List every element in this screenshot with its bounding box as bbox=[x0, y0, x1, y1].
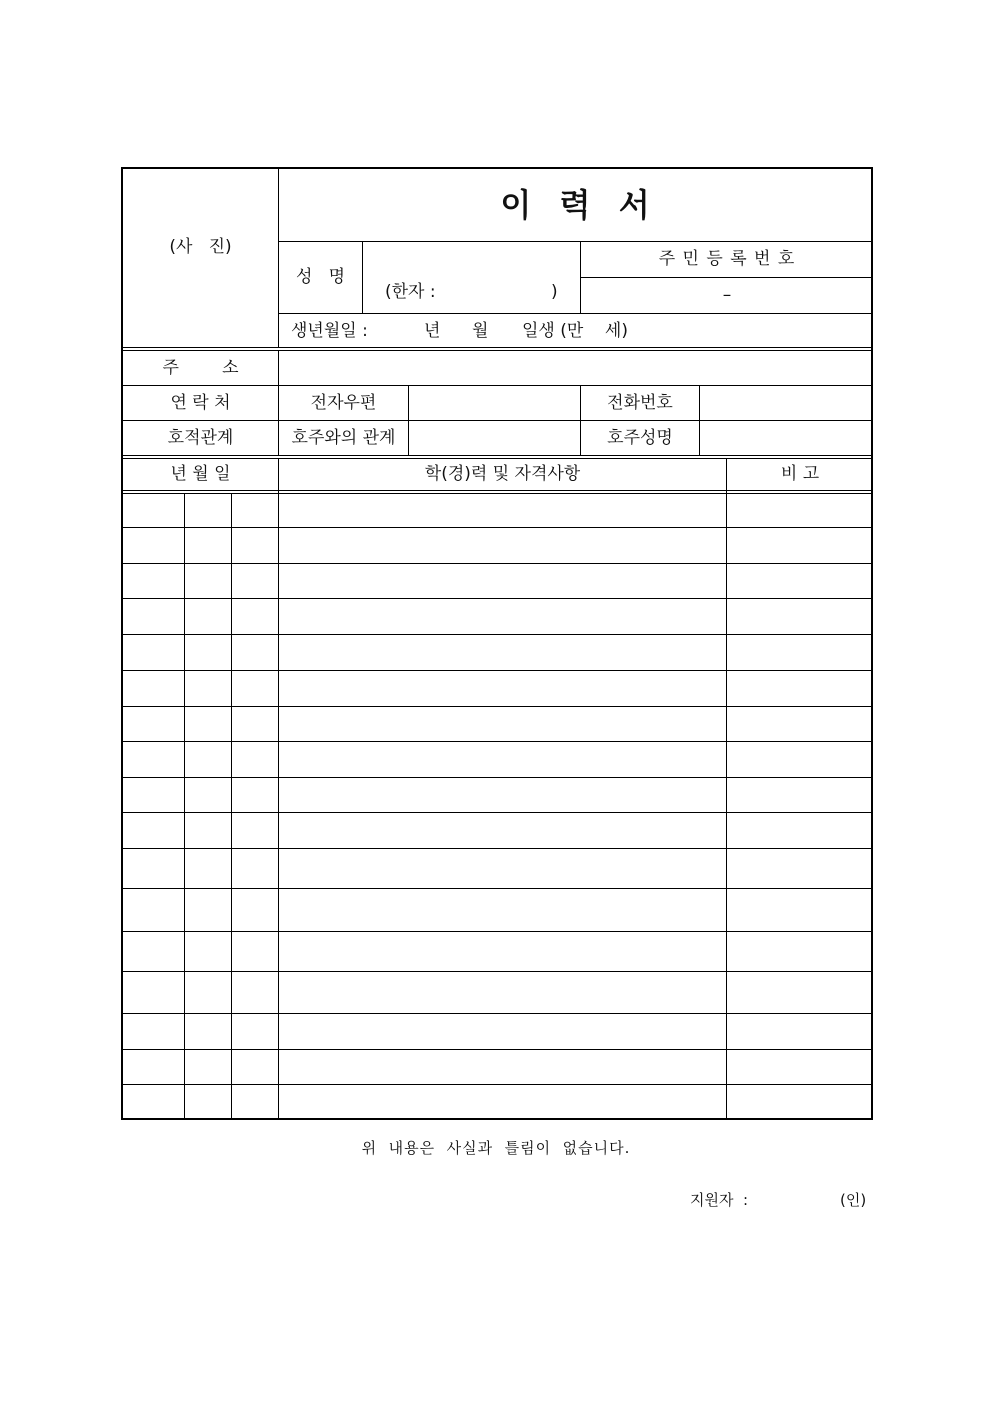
relation-field[interactable] bbox=[409, 421, 580, 455]
contact-label: 연 락 처 bbox=[170, 392, 231, 413]
month-day-divider bbox=[231, 493, 232, 1118]
birth-year: 년 bbox=[424, 320, 441, 341]
resume-form bbox=[121, 167, 873, 1120]
table-row bbox=[123, 598, 873, 599]
table-row bbox=[123, 777, 873, 778]
rrn-label: 주 민 등 록 번 호 bbox=[658, 249, 796, 269]
page-title: 이 력 서 bbox=[500, 186, 652, 224]
history-header-line2 bbox=[123, 493, 873, 494]
email-field[interactable] bbox=[409, 386, 580, 420]
table-row bbox=[123, 1049, 873, 1050]
address-label: 주 소 bbox=[162, 357, 239, 378]
history-date-header: 년 월 일 bbox=[170, 464, 231, 484]
history-content-header: 학(경)력 및 자격사항 bbox=[424, 464, 581, 484]
name-field[interactable] bbox=[363, 242, 580, 313]
history-note-header: 비 고 bbox=[780, 464, 820, 484]
table-row bbox=[123, 706, 873, 707]
year-month-divider bbox=[184, 493, 185, 1118]
email-label: 전자우편 bbox=[310, 392, 377, 413]
photo-box[interactable]: (사 진) bbox=[169, 236, 232, 257]
address-field[interactable] bbox=[279, 351, 873, 385]
applicant-label: 지원자 : bbox=[690, 1191, 749, 1209]
name-label: 성 명 bbox=[295, 267, 346, 287]
table-row bbox=[123, 1013, 873, 1014]
history-header-line1 bbox=[123, 490, 873, 491]
phone-label: 전화번호 bbox=[607, 392, 673, 413]
head-name-label: 호주성명 bbox=[607, 427, 673, 448]
birth-label: 생년월일 : bbox=[291, 320, 368, 341]
table-row bbox=[123, 931, 873, 932]
note-column-divider bbox=[726, 458, 727, 1118]
birth-day-age: 일생 (만 세) bbox=[522, 320, 628, 341]
family-label: 호적관계 bbox=[167, 427, 234, 448]
table-row bbox=[123, 848, 873, 849]
table-row bbox=[123, 971, 873, 972]
statement: 위 내용은 사실과 틀림이 없습니다. bbox=[361, 1139, 631, 1157]
hanja-close: ) bbox=[551, 281, 558, 302]
date-column-divider bbox=[278, 458, 279, 1118]
birth-field[interactable] bbox=[279, 314, 873, 347]
double-line-top bbox=[123, 347, 873, 348]
rrn-field[interactable]: – bbox=[722, 285, 732, 305]
table-row bbox=[123, 741, 873, 742]
table-row bbox=[123, 527, 873, 528]
double-line2-top bbox=[123, 455, 873, 456]
table-row bbox=[123, 634, 873, 635]
table-row bbox=[123, 563, 873, 564]
table-row bbox=[123, 812, 873, 813]
table-row bbox=[123, 888, 873, 889]
hanja-label: (한자 : bbox=[385, 281, 436, 302]
relation-label: 호주와의 관계 bbox=[291, 427, 396, 448]
head-name-field[interactable] bbox=[700, 421, 873, 455]
phone-field[interactable] bbox=[700, 386, 873, 420]
seal-label: (인) bbox=[840, 1191, 867, 1209]
table-row bbox=[123, 1084, 873, 1085]
birth-month: 월 bbox=[472, 320, 489, 341]
table-row bbox=[123, 670, 873, 671]
